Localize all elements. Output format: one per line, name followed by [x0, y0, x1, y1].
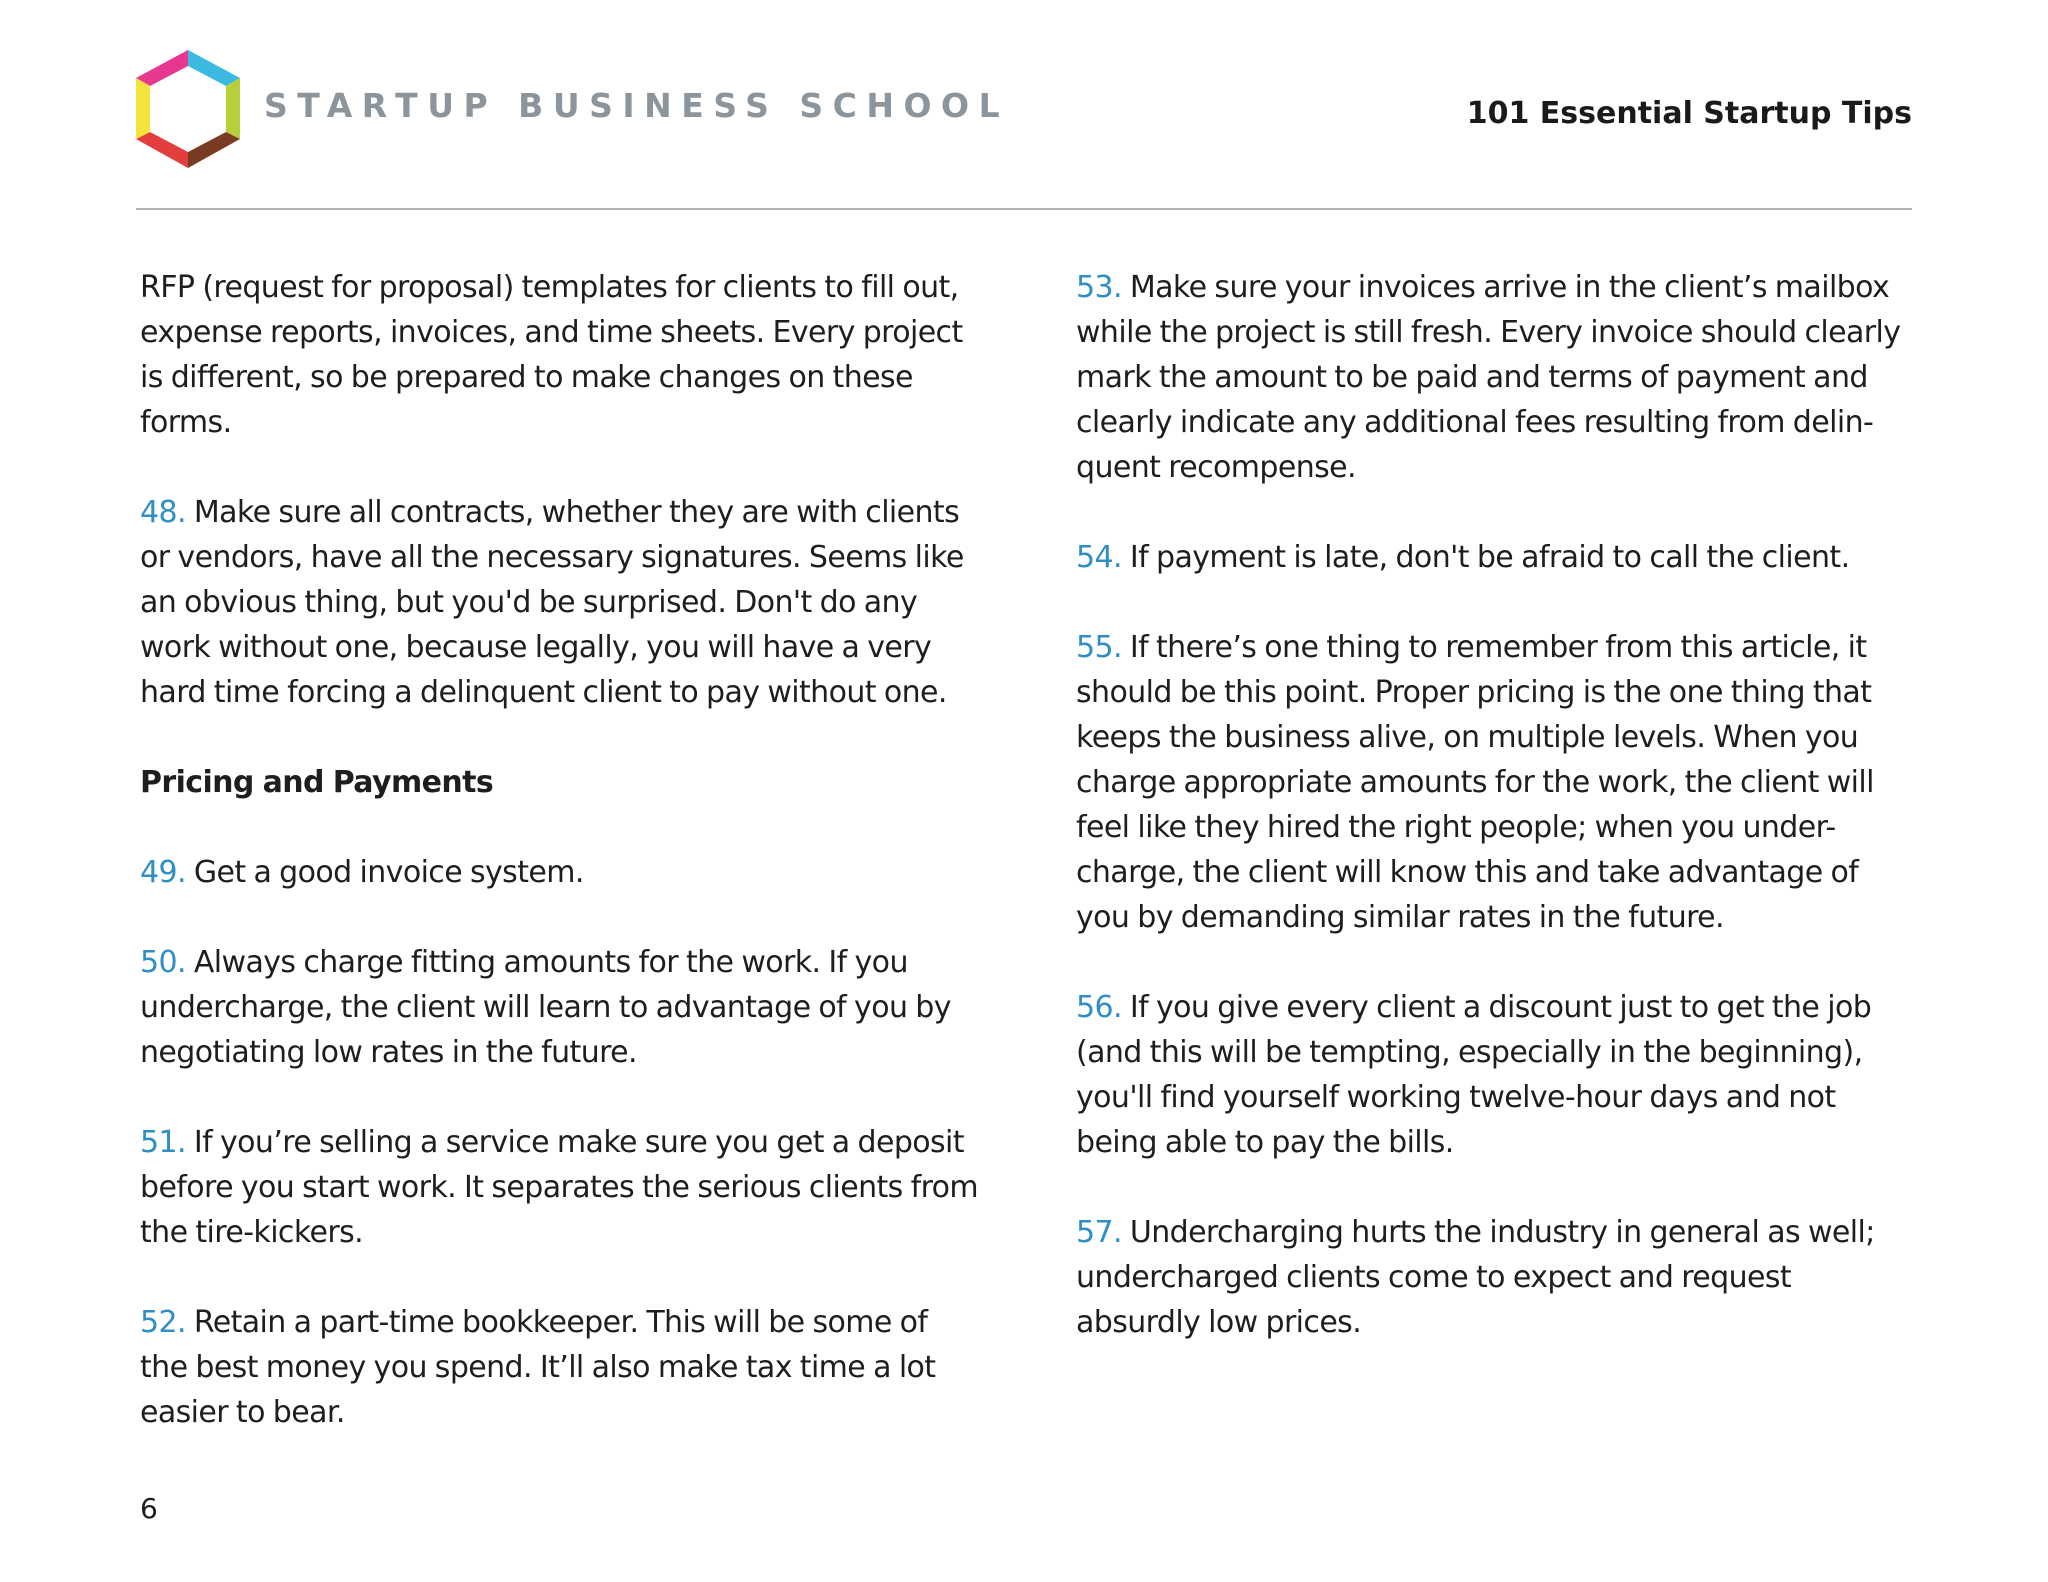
tip-text: Retain a part-time bookkeeper. This will be some of the best money you spend. It’ll also make tax time a lot easier to bear.: [140, 1305, 936, 1430]
tip-text: Always charge fitting amounts for the work. If you undercharge, the client will learn to advantage of you by negotiating low rates in the future.: [140, 945, 951, 1070]
brand-name: STARTUP BUSINESS SCHOOL: [264, 86, 1010, 125]
tip-53: [1076, 265, 1916, 490]
page-header: [136, 50, 1912, 170]
tip-57: [1076, 1210, 1916, 1345]
tip-text: Make sure your invoices arrive in the client’s mailbox while the project is still fresh. Every invoice should clearly mark the amount to be paid and terms of payment and clearly indicate any additional fees resulting from delin-quent recompense.: [1076, 270, 1901, 485]
tip-number: 57.: [1076, 1215, 1122, 1250]
tip-number: 52.: [140, 1305, 186, 1340]
tip-number: 48.: [140, 495, 186, 530]
tip-text: If payment is late, don't be afraid to call the client.: [1129, 540, 1850, 575]
document-title: 101 Essential Startup Tips: [1466, 96, 1912, 131]
left-column: [140, 265, 980, 1480]
tip-text: If there’s one thing to remember from this article, it should be this point. Proper pricing is the one thing that keeps the business alive, on multiple levels. When you charge appropriate amounts for the work, the client will feel like they hired the right people; when you under-charge, the client will know this and take advantage of you by demanding similar rates in the future.: [1076, 630, 1874, 935]
tip-51: [140, 1120, 980, 1255]
tip-number: 55.: [1076, 630, 1122, 665]
tip-number: 54.: [1076, 540, 1122, 575]
tip-text: If you’re selling a service make sure you get a deposit before you start work. It separates the serious clients from the tire-kickers.: [140, 1125, 979, 1250]
tip-56: [1076, 985, 1916, 1165]
tip-number: 51.: [140, 1125, 186, 1160]
right-column: [1076, 265, 1916, 1390]
tip-55: [1076, 625, 1916, 940]
header-divider: [136, 208, 1912, 210]
tip-54: [1076, 535, 1916, 580]
tip-text: Get a good invoice system.: [193, 855, 584, 890]
tip-text: Make sure all contracts, whether they are with clients or vendors, have all the necessary signatures. Seems like an obvious thing, but you'd be surprised. Don't do any work without one, because legally, you will have a very hard time forcing a delinquent client to pay without one.: [140, 495, 964, 710]
page-number: 6: [140, 1492, 158, 1525]
tip-text: If you give every client a discount just to get the job (and this will be tempting, especially in the beginning), you'll find yourself working twelve-hour days and not being able to pay the bills.: [1076, 990, 1872, 1160]
section-heading: Pricing and Payments: [140, 765, 494, 800]
intro-paragraph: RFP (request for proposal) templates for clients to fill out, expense reports, invoices, and time sheets. Every project is different, so be prepared to make changes on these forms.: [140, 270, 963, 440]
tip-number: 50.: [140, 945, 186, 980]
tip-number: 56.: [1076, 990, 1122, 1025]
tip-number: 49.: [140, 855, 186, 890]
tip-49: [140, 850, 980, 895]
tip-52: [140, 1300, 980, 1435]
tip-50: [140, 940, 980, 1075]
tip-text: Undercharging hurts the industry in general as well; undercharged clients come to expect and request absurdly low prices.: [1076, 1215, 1875, 1340]
hexagon-logo-icon: [136, 50, 240, 168]
tip-48: [140, 490, 980, 715]
tip-number: 53.: [1076, 270, 1122, 305]
